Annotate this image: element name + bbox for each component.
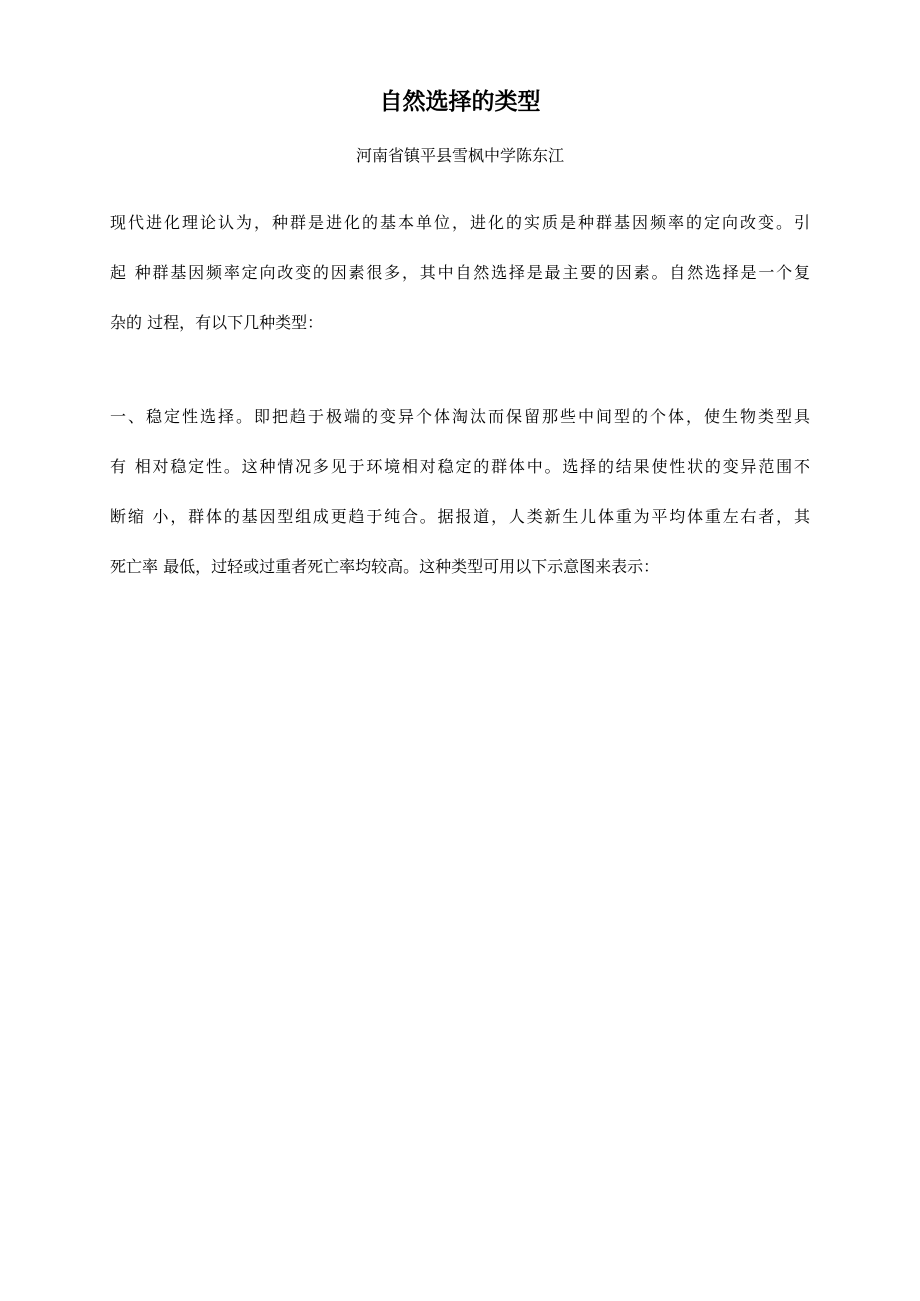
paragraph-line: 起 种群基因频率定向改变的因素很多，其中自然选择是最主要的因素。自然选择是一个复 [110, 263, 810, 282]
author-line: 河南省镇平县雪枫中学陈东江 [355, 146, 564, 165]
paragraph-line: 杂的 过程，有以下几种类型： [110, 313, 324, 332]
document-title: 自然选择的类型 [379, 89, 541, 115]
paragraph-line: 现代进化理论认为，种群是进化的基本单位，进化的实质是种群基因频率的定向改变。引 [110, 213, 810, 232]
paragraph-intro [110, 198, 810, 348]
paragraph-line: 有 相对稳定性。这种情况多见于环境相对稳定的群体中。选择的结果使性状的变异范围不 [110, 457, 810, 476]
paragraph-line: 一、稳定性选择。即把趋于极端的变异个体淘汰而保留那些中间型的个体，使生物类型具 [110, 407, 810, 426]
paragraph-line: 断缩 小，群体的基因型组成更趋于纯合。据报道，人类新生儿体重为平均体重左右者，其 [110, 507, 810, 526]
paragraph-stabilizing-selection [110, 392, 810, 592]
paragraph-line: 死亡率 最低，过轻或过重者死亡率均较高。这种类型可用以下示意图来表示： [110, 557, 660, 576]
